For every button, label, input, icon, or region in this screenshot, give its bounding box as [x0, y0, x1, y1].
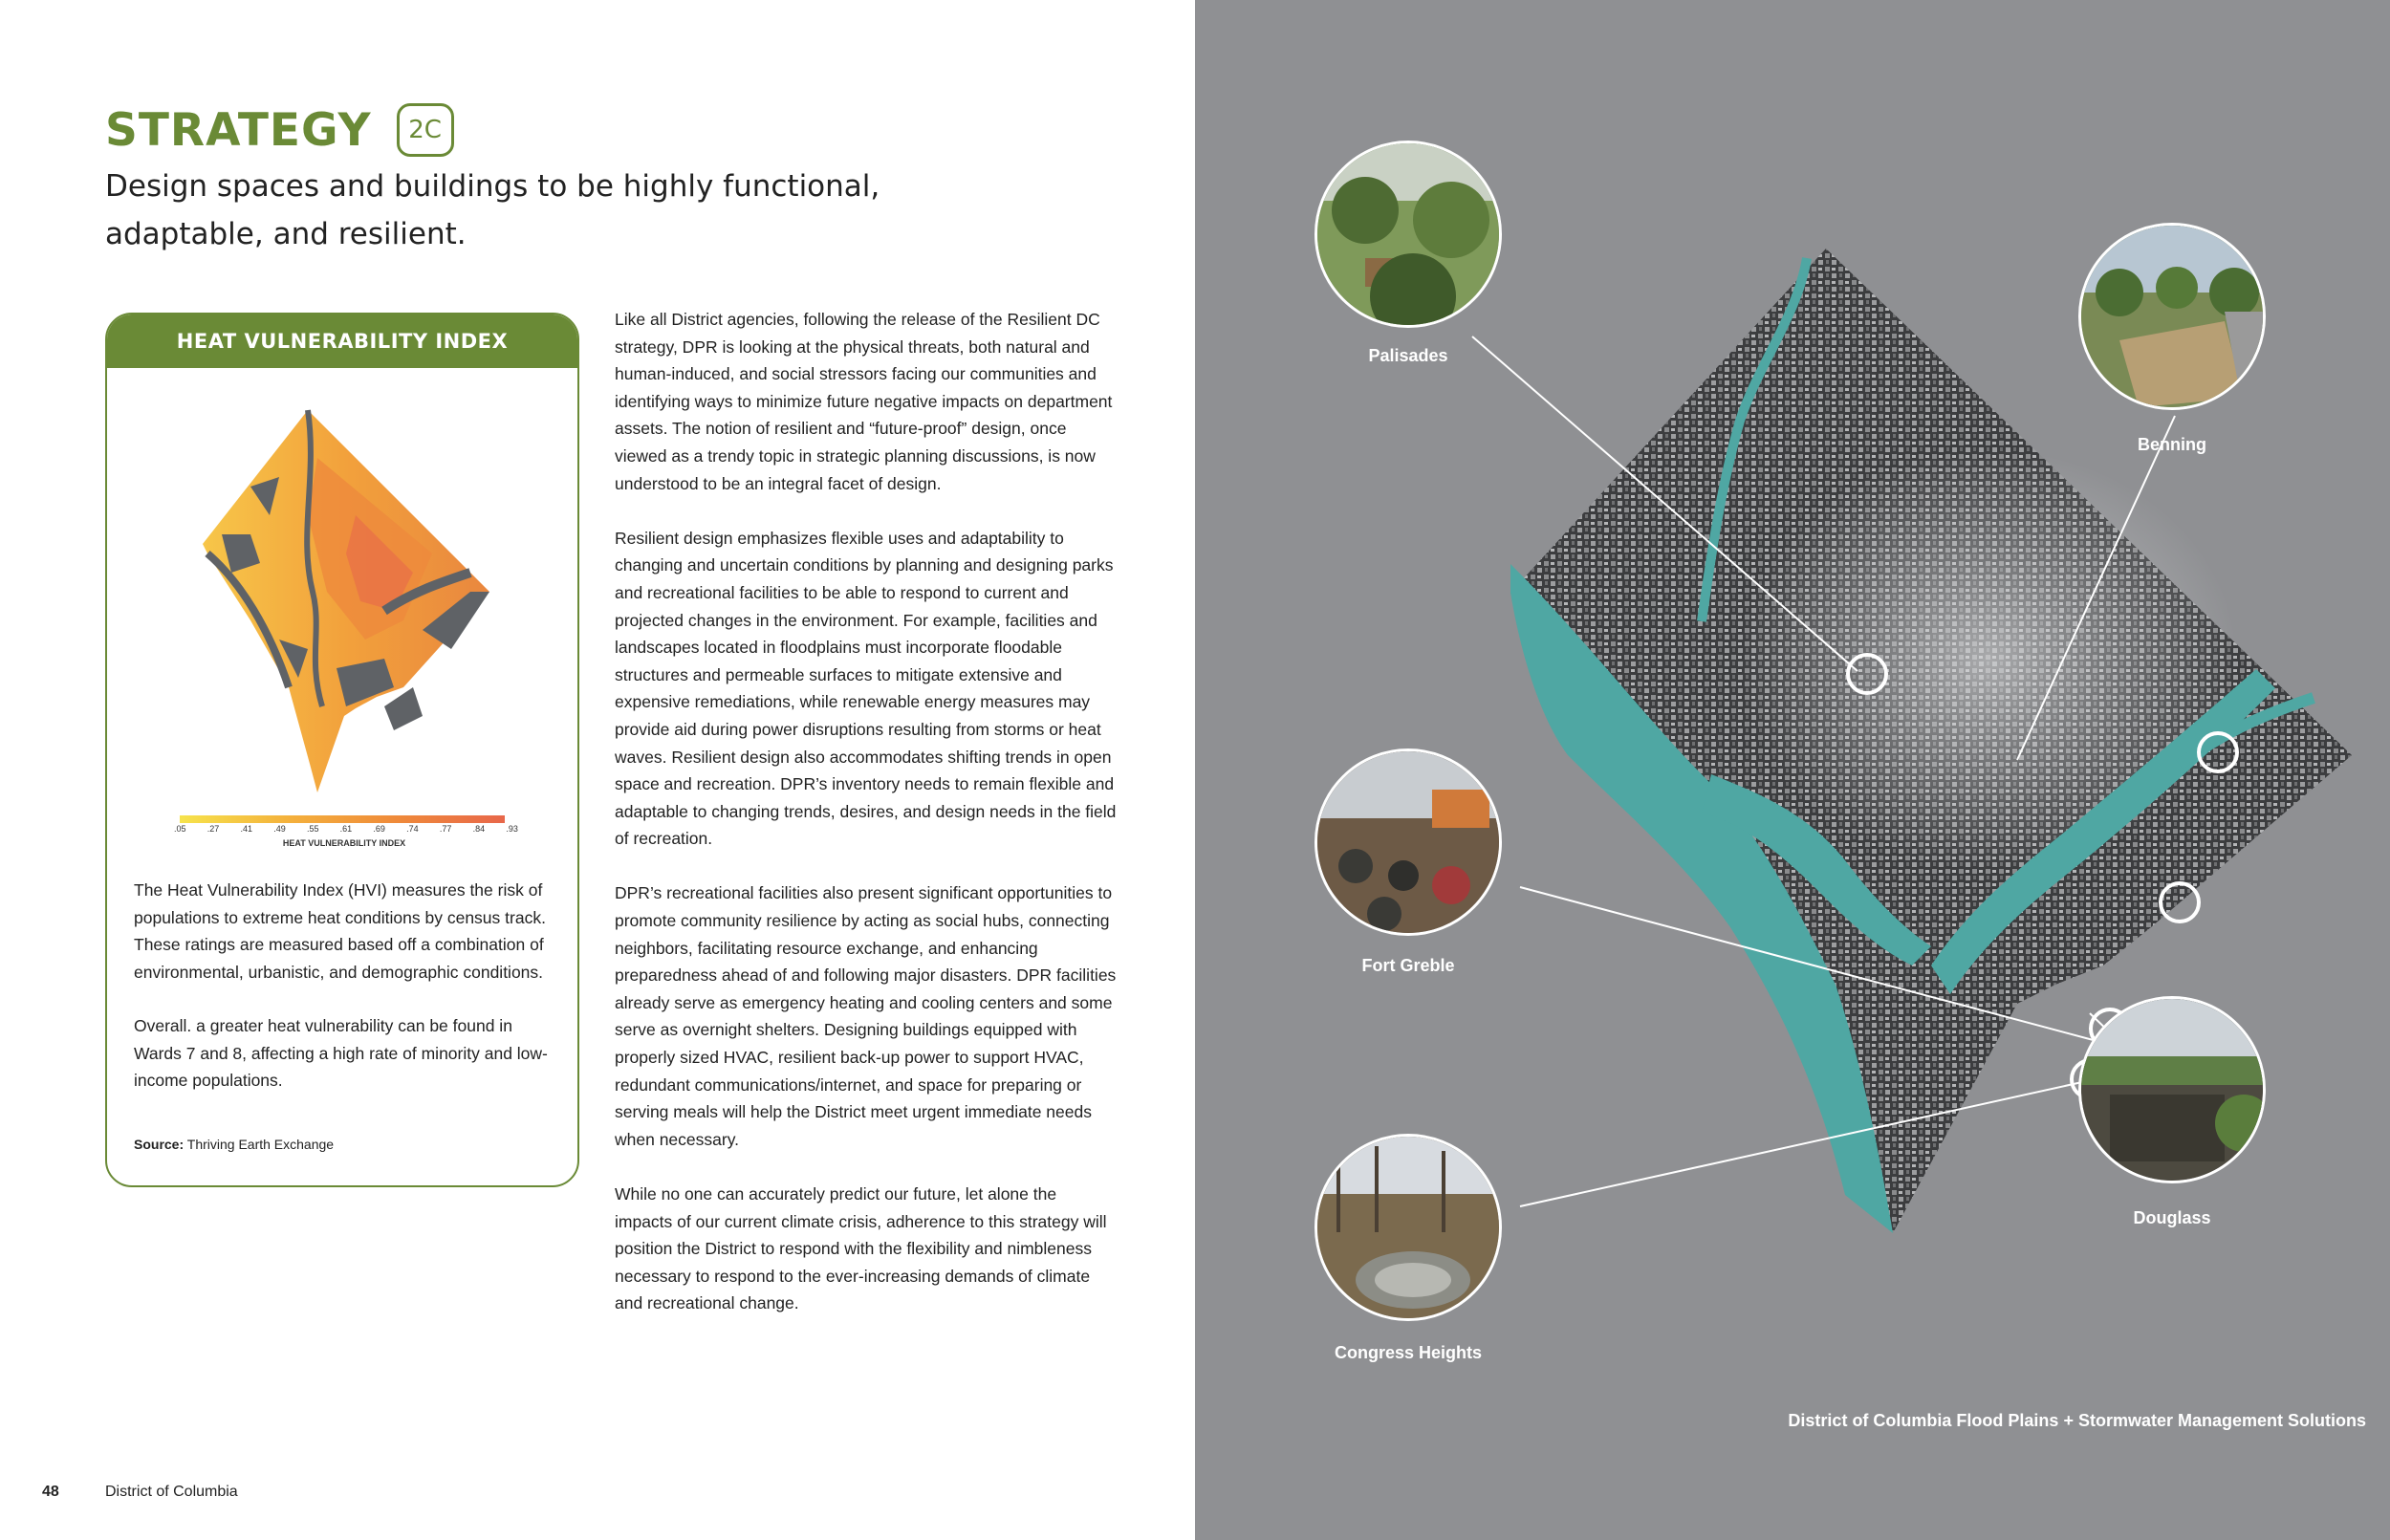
page-title: STRATEGY: [105, 103, 372, 157]
fort-greble-photo: [1314, 748, 1502, 936]
hvi-tick: .84: [472, 824, 486, 834]
hvi-paragraph: Overall. a greater heat vulnerability can be found in Wards 7 and 8, affecting a high rate of minority and low-income populations.: [134, 1016, 548, 1090]
congress-heights-label: Congress Heights: [1334, 1343, 1483, 1362]
right-page-map-panel: [1195, 0, 2390, 1540]
fort-greble-label: Fort Greble: [1361, 956, 1455, 975]
benning-photo: [2078, 223, 2266, 410]
hvi-tick: .27: [206, 824, 220, 834]
heat-vulnerability-map: [164, 401, 528, 802]
heat-vulnerability-card: [105, 313, 579, 1187]
douglass-photo: [2078, 996, 2266, 1183]
body-paragraph: Like all District agencies, following the release of the Resilient DC strategy, DPR is looking at the physical threats, both natural and human-induced, and social stressors facing our communities and identifying ways to minimize future negative impacts on department assets. The notion of resilient and “future-proof” design, once viewed as a trendy topic in strategic planning discussions, is now understood to be an integral facet of design.: [615, 310, 1113, 493]
hvi-tick: .55: [306, 824, 319, 834]
hvi-tick: .41: [240, 824, 252, 834]
hvi-tick: .05: [174, 824, 186, 834]
hvi-legend-label: HEAT VULNERABILITY INDEX: [282, 838, 406, 848]
congress-heights-photo: [1314, 1134, 1502, 1321]
strategy-title-row: [105, 103, 454, 157]
body-paragraph: While no one can accurately predict our future, let alone the impacts of our current climate crisis, adherence to this strategy will position the District to respond with the flexibility and nimbleness necessary to respond to the ever-increasing demands of climate and recreational change.: [615, 1184, 1107, 1313]
hvi-tick: .93: [506, 824, 518, 834]
hvi-heading: HEAT VULNERABILITY INDEX: [107, 315, 577, 368]
hvi-legend-ticks: [174, 824, 518, 834]
body-paragraph: Resilient design emphasizes flexible uses and adaptability to changing and uncertain conditions by planning and designing parks and recreational facilities to be able to respond to current and projected changes in the environment. For example, facilities and landscapes located in floodplains must incorporate floodable structures and permeable surfaces to mitigate extensive and expensive remediations, while renewable energy measures may provide aid during power disruptions resulting from storms or heat waves. Resilient design also accommodates shifting trends in open space and recreation. DPR’s inventory needs to remain flexible and adaptable to changing trends, desires, and design needs in the field of recreation.: [615, 528, 1117, 849]
palisades-photo: [1314, 141, 1502, 328]
benning-label: Benning: [2138, 435, 2206, 454]
hvi-description: [134, 877, 554, 1121]
hvi-tick: .49: [273, 824, 286, 834]
hvi-source: [134, 1137, 334, 1152]
body-paragraph: DPR’s recreational facilities also present significant opportunities to promote community resilience by acting as social hubs, connecting neighbors, facilitating resource exchange, and enhancing preparedness ahead of and following major disasters. DPR facilities already serve as emergency heating and cooling centers and some serve as overnight shelters. Designing buildings equipped with properly sized HVAC, resilient back-up power to support HVAC, redundant communications/internet, and space for preparing or serving meals will help the District meet urgent immediate needs when necessary.: [615, 883, 1117, 1149]
page-subtitle: Design spaces and buildings to be highly functional, adaptable, and resilient.: [105, 169, 880, 251]
footer-text: District of Columbia: [105, 1484, 238, 1500]
source-label: Source:: [134, 1137, 185, 1152]
hvi-tick: .77: [439, 824, 452, 834]
hvi-tick: .69: [373, 824, 385, 834]
strategy-badge: 2C: [397, 103, 454, 157]
page-number: 48: [42, 1484, 59, 1500]
hvi-legend-bar: [180, 815, 505, 823]
map-caption: District of Columbia Flood Plains + Stormwater Management Solutions: [1788, 1411, 2366, 1430]
hvi-tick: .61: [339, 824, 353, 834]
body-text: [615, 306, 1117, 1345]
hvi-tick: .74: [406, 824, 419, 834]
douglass-label: Douglass: [2133, 1208, 2211, 1227]
palisades-label: Palisades: [1368, 346, 1448, 365]
source-value: Thriving Earth Exchange: [186, 1137, 335, 1152]
hvi-paragraph: The Heat Vulnerability Index (HVI) measures the risk of populations to extreme heat conditions by census track. These ratings are measured based off a combination of environmental, urbanistic, and demographic conditions.: [134, 880, 546, 982]
